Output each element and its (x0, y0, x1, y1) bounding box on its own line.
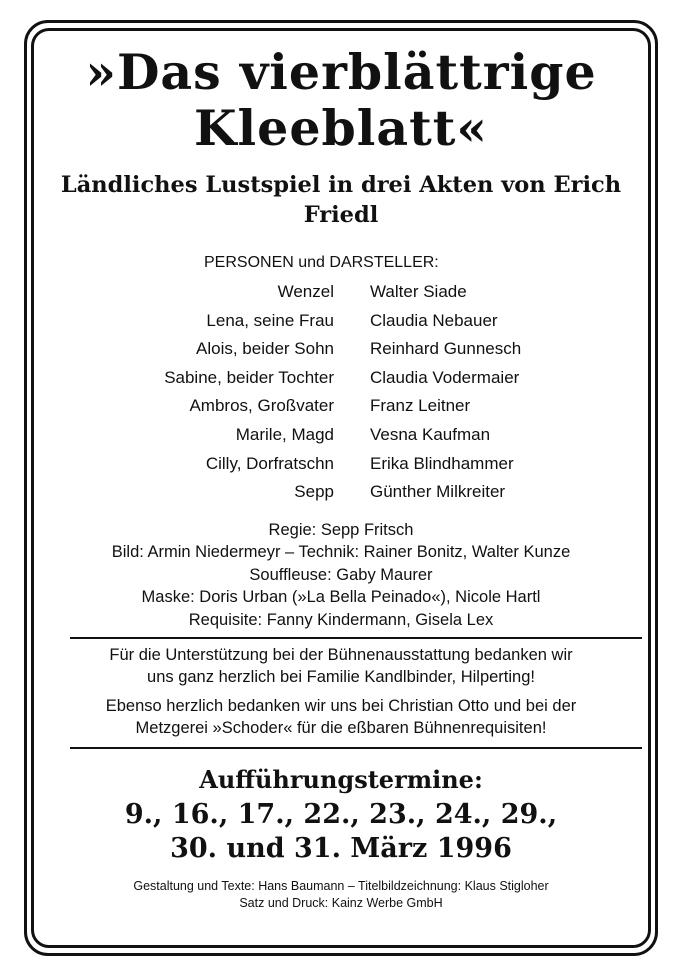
cast-actor: Walter Siade (370, 282, 467, 301)
thanks-line: Metzgerei »Schoder« für die eßbaren Bühnenrequisiten! (135, 719, 547, 738)
cast-role: Marile, Magd (235, 424, 334, 444)
cast-row (36, 307, 646, 336)
cast-role: Sepp (294, 482, 334, 502)
cast-row (36, 364, 646, 393)
program-page (36, 44, 646, 912)
divider-bottom (70, 747, 642, 749)
performances-heading: Aufführungstermine: (199, 765, 483, 795)
credit-props: Requisite: Fanny Kindermann, Gisela Lex (188, 610, 494, 629)
cast-actor: Reinhard Gunnesch (370, 339, 522, 359)
cast-list (36, 278, 646, 507)
play-title-line2: Kleeblatt« (193, 99, 489, 157)
cast-row (36, 478, 646, 507)
credit-directing: Regie: Sepp Fritsch (268, 520, 414, 539)
cast-role: Alois, beider Sohn (196, 339, 334, 359)
footer-line: Gestaltung und Texte: Hans Baumann – Titelbildzeichnung: Klaus Stigloher (133, 879, 549, 894)
thanks-line: Ebenso herzlich bedanken wir uns bei Christian Otto und bei der (105, 697, 577, 716)
footer-line: Satz und Druck: Kainz Werbe GmbH (239, 896, 443, 911)
credit-makeup: Maske: Doris Urban (»La Bella Peinado«), Nicole Hartl (141, 588, 541, 607)
cast-row (36, 450, 646, 479)
cast-actor: Günther Milkreiter (370, 482, 506, 502)
cast-role: Ambros, Großvater (189, 396, 334, 416)
cast-row (36, 278, 646, 307)
thanks-paragraph-2 (36, 695, 646, 739)
thanks-paragraph-1 (36, 644, 646, 688)
cast-actor: Franz Leitner (370, 396, 471, 416)
cast-role: Cilly, Dorfratschn (205, 453, 334, 473)
cast-role: Lena, seine Frau (206, 310, 334, 330)
cast-actor: Erika Blindhammer (370, 453, 514, 473)
cast-actor: Claudia Nebauer (370, 310, 498, 330)
cast-role: Sabine, beider Tochter (164, 367, 334, 387)
production-credits (36, 519, 646, 632)
acknowledgements (36, 644, 646, 739)
thanks-line: uns ganz herzlich bei Familie Kandlbinder, Hilperting! (147, 668, 535, 687)
dates-line: 9., 16., 17., 22., 23., 24., 29., (124, 799, 558, 831)
cast-actor: Vesna Kaufman (370, 424, 491, 444)
cast-row (36, 335, 646, 364)
cast-actor: Claudia Vodermaier (370, 367, 520, 387)
cast-row (36, 421, 646, 450)
subtitle-line2: Friedl (303, 202, 379, 228)
credit-prompter: Souffleuse: Gaby Maurer (249, 565, 433, 584)
play-subtitle (36, 170, 646, 230)
cast-header: PERSONEN und DARSTELLER: (204, 254, 439, 271)
divider-top (70, 637, 642, 639)
performance-dates (36, 798, 646, 866)
thanks-line: Für die Unterstützung bei der Bühnenausstattung bedanken wir (109, 646, 573, 665)
cast-role: Wenzel (277, 282, 334, 301)
subtitle-line1: Ländliches Lustspiel in drei Akten von Erich (60, 172, 622, 198)
dates-line: 30. und 31. März 1996 (170, 833, 512, 865)
play-title-line1: »Das vierblättrige (85, 43, 597, 101)
footer-credits (36, 878, 646, 912)
play-title (36, 44, 646, 156)
cast-row (36, 392, 646, 421)
credit-set: Bild: Armin Niedermeyr – Technik: Rainer Bonitz, Walter Kunze (111, 543, 571, 562)
